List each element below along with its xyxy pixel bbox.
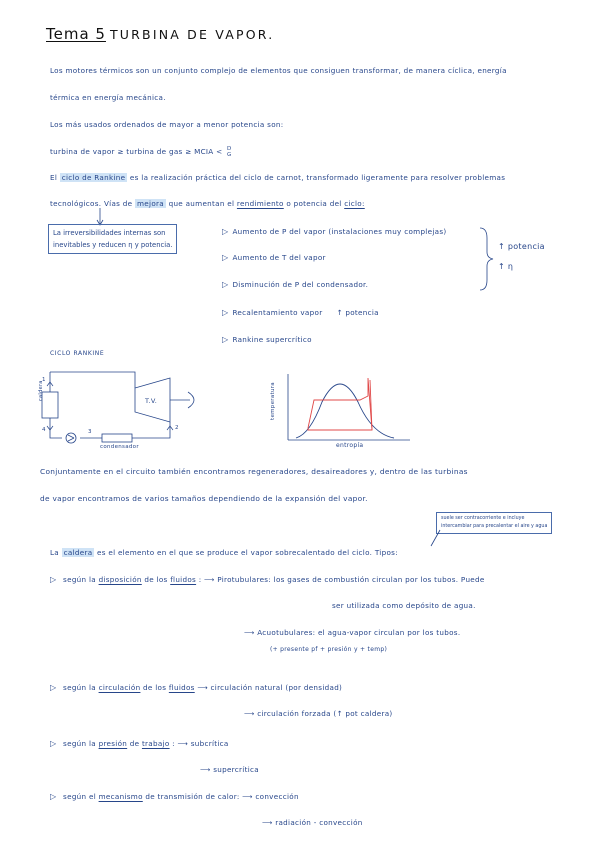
conj-line-2: de vapor encontramos de varios tamaños dependiendo de la expansión del vapor. xyxy=(40,494,368,503)
t2-circulacion: circulación xyxy=(98,683,141,692)
triangle-bullet-icon: ▷ xyxy=(222,308,229,317)
t2-natural: circulación natural (por densidad) xyxy=(210,683,343,692)
rankine-cycle-path xyxy=(308,378,372,430)
right-arrow-icon: ⟶ xyxy=(200,765,211,774)
improvement-item-1 xyxy=(222,227,446,236)
note-line-2: intercambiar para precalentar el aire y agua xyxy=(441,524,548,529)
node-2: 2 xyxy=(175,425,179,431)
triangle-bullet-icon: ▷ xyxy=(50,792,57,801)
box-line-1: La irreversibilidades internas son xyxy=(53,229,166,237)
right-arrow-icon: ⟶ xyxy=(244,628,255,637)
circuit-line-top xyxy=(50,372,135,388)
t1-b: de los xyxy=(144,575,168,584)
t4-a: según el xyxy=(63,792,96,801)
fraction xyxy=(227,146,232,158)
t3-presion: presión xyxy=(98,739,128,748)
circuit-line-bottom-b xyxy=(132,422,170,438)
fraction-den: G xyxy=(227,152,232,158)
right-arrow-icon: ⟶ xyxy=(262,818,273,827)
t2-fluidos: fluidos xyxy=(168,683,195,692)
triangle-bullet-icon: ▷ xyxy=(50,683,57,692)
triangle-bullet-icon: ▷ xyxy=(222,253,229,262)
condenser-label: condensador xyxy=(100,444,139,450)
rendimiento-underlined: rendimiento xyxy=(236,199,284,208)
t3-subcritica: subcrítica xyxy=(190,739,229,748)
rankine-p2-a: tecnológicos. Vías de xyxy=(50,199,133,208)
right-arrow-icon: ⟶ xyxy=(197,683,208,692)
rankine-line-1 xyxy=(50,173,505,182)
condenser-shape xyxy=(102,434,132,442)
t3-trabajo: trabajo xyxy=(141,739,170,748)
caldera-line xyxy=(50,548,398,557)
t4-radiacion: radiación - convección xyxy=(275,818,363,827)
title-text: TURBINA DE VAPOR. xyxy=(109,27,275,42)
improvement-item-4 xyxy=(222,308,379,317)
item-5-text: Rankine supercrítico xyxy=(232,335,312,344)
box-line-2: inevitables y reducen η y potencia. xyxy=(53,241,173,249)
title-number: Tema 5 xyxy=(46,25,106,43)
improvement-item-3 xyxy=(222,280,368,289)
caldera-label: caldera xyxy=(38,380,44,401)
improvement-item-2 xyxy=(222,253,326,262)
t1-acuotubulares xyxy=(244,628,460,637)
right-arrow-icon: ⟶ xyxy=(244,709,255,718)
triangle-bullet-icon: ▷ xyxy=(50,575,57,584)
rankine-text-b: es la realización práctica del ciclo de carnot, transformado ligeramente para resolver problemas xyxy=(129,173,506,182)
node-3: 3 xyxy=(88,429,92,435)
node-4: 4 xyxy=(42,427,46,433)
t1-fluidos: fluidos xyxy=(170,575,197,584)
triangle-bullet-icon: ▷ xyxy=(222,280,229,289)
ts-ylabel: temperatura xyxy=(270,382,276,420)
right-arrow-icon: ⟶ xyxy=(242,792,253,801)
countercurrent-note xyxy=(436,512,552,534)
t2-b: de los xyxy=(143,683,167,692)
item-2-text: Aumento de T del vapor xyxy=(232,253,326,262)
irreversibilities-box xyxy=(48,224,177,254)
turbine-ranking: turbina de vapor ≥ turbina de gas ≥ MCIA < xyxy=(50,147,223,156)
intro-line-2: térmica en energía mecánica. xyxy=(50,93,166,102)
note-arrow-icon xyxy=(428,530,444,550)
t4-mecanismo: mecanismo xyxy=(98,792,143,801)
diagram-title: CICLO RANKINE xyxy=(50,350,105,357)
type-4 xyxy=(50,792,299,801)
t1-acuotubulares-note: (+ presente pf + presión y + temp) xyxy=(270,646,388,653)
brace-eta: ↑ η xyxy=(498,262,514,271)
rankine-p2-c: o potencia del xyxy=(286,199,342,208)
t3-supercritica: supercrítica xyxy=(213,765,259,774)
mejora-highlight: mejora xyxy=(137,199,164,208)
item-4-text: Recalentamiento vapor xyxy=(232,308,323,317)
t3-supercritica-row xyxy=(200,765,259,774)
t3-b: de xyxy=(129,739,140,748)
t1-pirotubulares-cont: ser utilizada como depósito de agua. xyxy=(332,601,476,610)
t3-c: : xyxy=(172,739,175,748)
fraction-num: D xyxy=(227,146,232,152)
t1-acuotubulares-text: Acuotubulares: el agua-vapor circulan por los tubos. xyxy=(257,628,461,637)
turbine-label: T.V. xyxy=(145,397,158,405)
rankine-text-a: El xyxy=(50,173,58,182)
intro-line-3: Los más usados ordenados de mayor a menor potencia son: xyxy=(50,120,284,129)
t3-a: según la xyxy=(63,739,96,748)
right-brace-icon xyxy=(478,226,498,292)
t2-forzada: circulación forzada (↑ pot caldera) xyxy=(257,709,393,718)
t2-forzada-row xyxy=(244,709,393,718)
improvement-item-5 xyxy=(222,335,312,344)
triangle-bullet-icon: ▷ xyxy=(222,335,229,344)
type-3 xyxy=(50,739,229,748)
t1-a: según la xyxy=(63,575,96,584)
rankine-p2-b: que aumentan el xyxy=(168,199,235,208)
t2-a: según la xyxy=(63,683,96,692)
ts-diagram xyxy=(282,372,422,448)
ts-xlabel: entropía xyxy=(336,442,364,449)
right-arrow-icon: ⟶ xyxy=(177,739,189,748)
type-1 xyxy=(50,575,485,584)
right-arrow-icon: ⟶ xyxy=(204,575,215,584)
note-line-1: suele ser contracorriente e incluye xyxy=(441,516,525,521)
triangle-bullet-icon: ▷ xyxy=(50,739,57,748)
node-1: 1 xyxy=(42,377,46,383)
triangle-bullet-icon: ▷ xyxy=(222,227,229,236)
t1-pirotubulares: Pirotubulares: los gases de combustión circulan por los tubos. Puede xyxy=(217,575,485,584)
ciclo-underlined: ciclo: xyxy=(344,199,365,208)
t1-disposicion: disposición xyxy=(98,575,142,584)
caldera-text-a: La xyxy=(50,548,60,557)
t4-b: de transmisión de calor: xyxy=(145,792,240,801)
caldera-highlight: caldera xyxy=(63,548,93,557)
recal-note: ↑ potencia xyxy=(336,308,379,317)
type-2 xyxy=(50,683,342,692)
rankine-highlight: ciclo de Rankine xyxy=(61,173,126,182)
rankine-line-2 xyxy=(50,199,365,208)
boiler-shape xyxy=(42,392,58,418)
intro-line-1: Los motores térmicos son un conjunto complejo de elementos que consiguen transformar, de manera cíclica, energía xyxy=(50,66,507,75)
item-1-text: Aumento de P del vapor (instalaciones muy complejas) xyxy=(232,227,447,236)
item-3-text: Disminución de P del condensador. xyxy=(232,280,369,289)
brace-power: ↑ potencia xyxy=(498,242,545,251)
pump-shape xyxy=(66,433,76,443)
conj-line-1: Conjuntamente en el circuito también encontramos regeneradores, desaireadores y, dentro de las turbinas xyxy=(40,467,468,476)
intro-line-4 xyxy=(50,146,232,158)
t4-conveccion: convección xyxy=(255,792,299,801)
t1-c: : xyxy=(198,575,202,584)
t4-radiacion-row xyxy=(262,818,363,827)
page-title xyxy=(46,24,274,43)
caldera-text-b: es el elemento en el que se produce el vapor sobrecalentado del ciclo. Tipos: xyxy=(97,548,398,557)
